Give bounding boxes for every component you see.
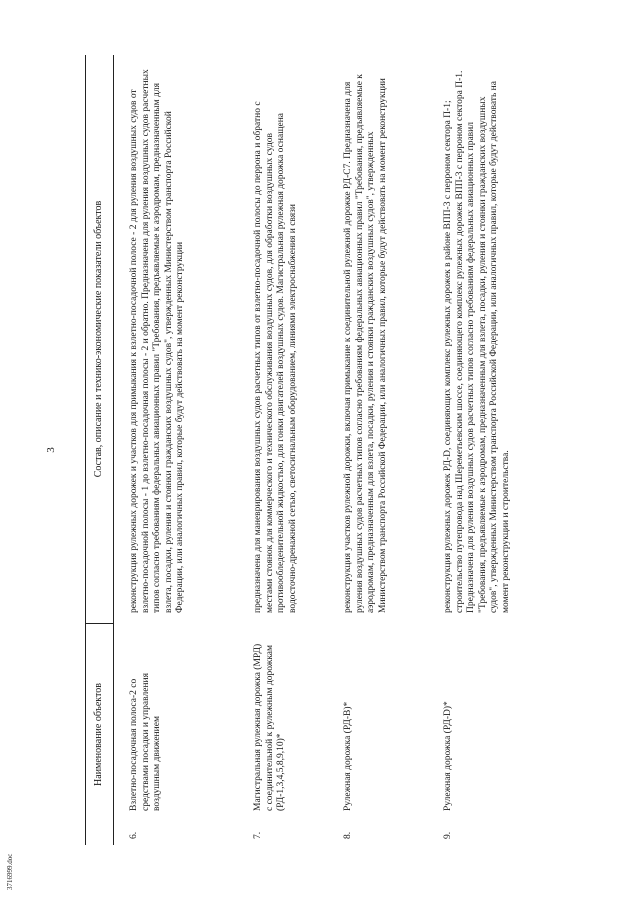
description-paragraph: реконструкция рулежных дорожек и участков для примыкания к взлетно-посадочной полосе - 2 для руления воздушных судов от взлетно-посадочной полосы - 1 до взлетно-посадочная полосы - 2 и обратно. Предназначена для руления воздушных судов расчетных типов согласно требованиям федеральных авиационных правил "Требования, предъявляемые к аэродромам, предназначенным для взлета, посадки, руления и стоянки гражданских воздушных судов", утвержденных Министерством транспорта Российской Федерации, или аналогичных правил, которые будут действовать на момент реконструкции (129, 69, 185, 613)
object-name: Рулежная дорожка (РД-D)* (443, 701, 453, 811)
header-name-column: Наименование объектов (93, 683, 104, 786)
description-paragraph: предназначена для маневрирования воздушных судов расчетных типов от взлетно-посадочной полосы до перрона и обратно с местами стоянок для коммерческого и технического обслуживания воздушных судов, для обработки воздушных судов противообледенительной жидкостью, для гонки двигателей воздушных судов. Магистральная рулежная дорожка оснащена водосточно-дренажной сетью, светосигнальным оборудованием, линиями электроснабжения и связи (253, 101, 298, 613)
object-description (343, 68, 389, 613)
page-number: 3 (45, 447, 57, 453)
row-number: 6. (129, 831, 139, 839)
description-paragraph: реконструкция участков рулежной дорожки, включая примыкание к соединительной рулежной дорожке РД-С7. Предназначена для руления воздушных судов расчетных типов согласно требованиям федеральных авиационных правил "Требования, предъявляемые к аэродромам, предназначенным для взлета, посадки, руления и стоянки гражданских воздушных судов", утвержденных Министерством транспорта Российской Федерации, или аналогичных правил, которые будут действовать на момент реконструкции (343, 74, 388, 613)
object-description (443, 68, 512, 613)
description-paragraph: Предназначена для руления воздушных судов расчетных типов согласно требованиям федеральных авиационных правил "Требования, предъявляемые к аэродромам, предназначенным для взлета, посадки, руления и стоянки гражданских воздушных судов", утвержденных Министерством транспорта Российской Федерации, или аналогичных правил, которые будут действовать на момент реконструкции и строительства. (466, 81, 511, 613)
object-name: Магистральная рулежная дорожка (МРД) с соединительной к рулежным дорожкам (РД-1,3,4,5,8,9,10)* (253, 643, 286, 811)
file-name: 3716999.doc (6, 853, 14, 890)
rotated-page (45, 55, 577, 845)
object-name: Взлетно-посадочная полоса-2 со средствами посадки и управления воздушным движением (129, 673, 162, 811)
description-paragraph: реконструкция рулежных дорожек РД-D, соединяющих комплекс рулежных дорожек в районе ВПП-3 с перроном сектора П-1; (443, 100, 453, 613)
file-name-footer (6, 820, 20, 890)
row-number: 9. (443, 831, 453, 839)
description-paragraph: строительство путепровода над Шереметьевским шоссе, соединяющего комплекс рулежных дорожек ВПП-3 с перроном сектора П-1. (454, 70, 465, 613)
header-description-column: Состав, описание и технико-экономические показатели объектов (93, 200, 104, 478)
row-number: 7. (253, 831, 263, 839)
object-description (253, 68, 299, 613)
object-description (129, 68, 187, 613)
row-number: 8. (343, 831, 353, 839)
header-bottom-border (113, 55, 114, 845)
table-top-border (85, 55, 86, 845)
objects-table (85, 55, 577, 845)
object-name: Рулежная дорожка (РД-В)* (343, 701, 353, 811)
